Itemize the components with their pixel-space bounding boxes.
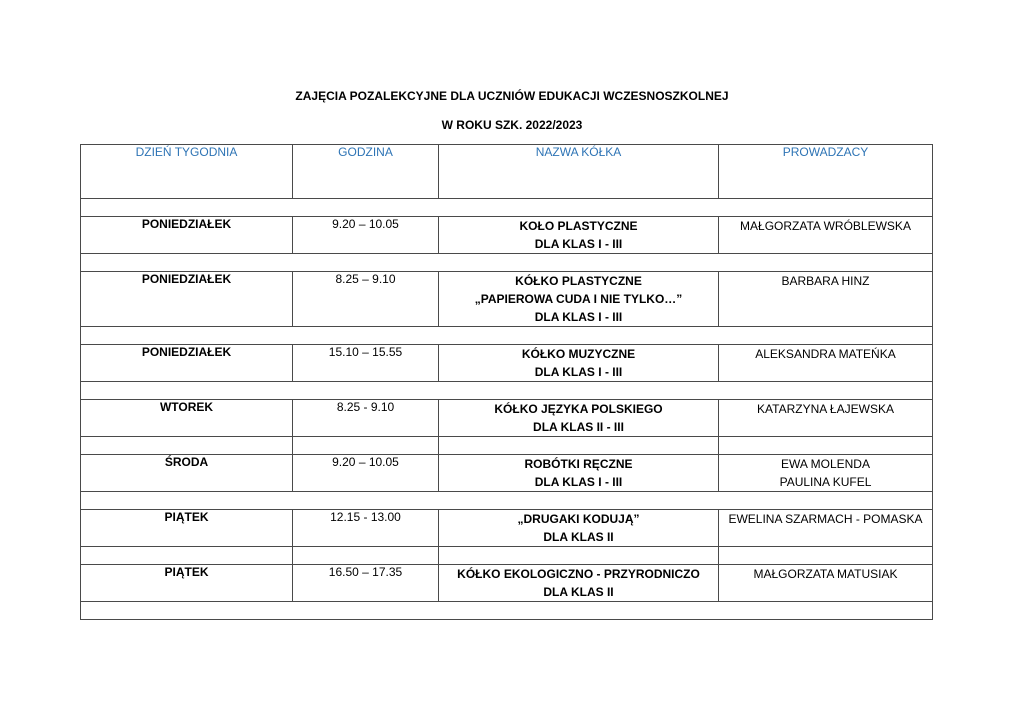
spacer-row <box>81 547 933 565</box>
table-row <box>81 510 933 547</box>
club-name-cell <box>439 455 719 492</box>
teacher-name: MAŁGORZATA MATUSIAK <box>753 567 898 581</box>
teacher-name: MAŁGORZATA WRÓBLEWSKA <box>740 219 911 233</box>
spacer-row <box>81 492 933 510</box>
column-header-time: GODZINA <box>293 145 439 199</box>
day-cell: PIĄTEK <box>81 565 293 602</box>
table-row <box>81 400 933 437</box>
club-name-cell <box>439 217 719 254</box>
spacer-row <box>81 199 933 217</box>
day-cell: WTOREK <box>81 400 293 437</box>
table-row <box>81 455 933 492</box>
club-name-cell <box>439 400 719 437</box>
club-name-line: DLA KLAS I - III <box>534 310 623 324</box>
spacer-row <box>81 327 933 345</box>
teacher-cell <box>719 217 933 254</box>
time-cell: 8.25 – 9.10 <box>293 272 439 327</box>
day-cell: PONIEDZIAŁEK <box>81 272 293 327</box>
club-name-cell <box>439 510 719 547</box>
teacher-cell <box>719 400 933 437</box>
teacher-name: PAULINA KUFEL <box>779 475 872 489</box>
club-name-line: DLA KLAS II <box>543 585 614 599</box>
time-cell: 15.10 – 15.55 <box>293 345 439 382</box>
club-name-line: „DRUGAKI KODUJĄ” <box>517 512 640 526</box>
day-cell: PONIEDZIAŁEK <box>81 217 293 254</box>
spacer-row <box>81 602 933 620</box>
column-header-teacher: PROWADZACY <box>719 145 933 199</box>
column-header-club-name: NAZWA KÓŁKA <box>439 145 719 199</box>
day-cell: ŚRODA <box>81 455 293 492</box>
spacer-row <box>81 437 933 455</box>
page-subtitle: W ROKU SZK. 2022/2023 <box>441 118 583 132</box>
teacher-name: KATARZYNA ŁAJEWSKA <box>757 402 894 416</box>
day-cell: PONIEDZIAŁEK <box>81 345 293 382</box>
club-name-line: „PAPIEROWA CUDA I NIE TYLKO…” <box>474 292 683 306</box>
page-title: ZAJĘCIA POZALEKCYJNE DLA UCZNIÓW EDUKACJI WCZESNOSZKOLNEJ <box>295 89 729 103</box>
club-name-cell <box>439 345 719 382</box>
time-cell: 9.20 – 10.05 <box>293 217 439 254</box>
teacher-cell <box>719 272 933 327</box>
club-name-line: DLA KLAS II <box>543 530 614 544</box>
club-name-line: DLA KLAS I - III <box>534 475 623 489</box>
teacher-cell <box>719 510 933 547</box>
time-cell: 16.50 – 17.35 <box>293 565 439 602</box>
table-row <box>81 345 933 382</box>
table-row <box>81 565 933 602</box>
club-name-line: DLA KLAS I - III <box>534 365 623 379</box>
column-header-day: DZIEŃ TYGODNIA <box>81 145 293 199</box>
club-name-line: KOŁO PLASTYCZNE <box>519 219 638 233</box>
table-row <box>81 272 933 327</box>
teacher-name: BARBARA HINZ <box>781 274 870 288</box>
club-name-line: KÓŁKO JĘZYKA POLSKIEGO <box>494 402 663 416</box>
time-cell: 9.20 – 10.05 <box>293 455 439 492</box>
teacher-cell <box>719 455 933 492</box>
club-name-line: DLA KLAS II - III <box>533 420 624 434</box>
teacher-cell <box>719 345 933 382</box>
club-name-line: ROBÓTKI RĘCZNE <box>524 457 633 471</box>
spacer-row <box>81 254 933 272</box>
club-name-line: DLA KLAS I - III <box>534 237 623 251</box>
club-name-line: KÓŁKO MUZYCZNE <box>521 347 636 361</box>
club-name-cell <box>439 272 719 327</box>
spacer-row <box>81 382 933 400</box>
table-row <box>81 217 933 254</box>
time-cell: 8.25 - 9.10 <box>293 400 439 437</box>
teacher-name: EWA MOLENDA <box>781 457 870 471</box>
teacher-name: ALEKSANDRA MATEŃKA <box>755 347 896 361</box>
teacher-cell <box>719 565 933 602</box>
schedule-table <box>80 144 933 620</box>
teacher-name: EWELINA SZARMACH - POMASKA <box>728 512 923 526</box>
club-name-line: KÓŁKO PLASTYCZNE <box>515 274 642 288</box>
club-name-line: KÓŁKO EKOLOGICZNO - PRZYRODNICZO <box>457 567 700 581</box>
table-header-row <box>81 145 933 199</box>
club-name-cell <box>439 565 719 602</box>
day-cell: PIĄTEK <box>81 510 293 547</box>
time-cell: 12.15 - 13.00 <box>293 510 439 547</box>
